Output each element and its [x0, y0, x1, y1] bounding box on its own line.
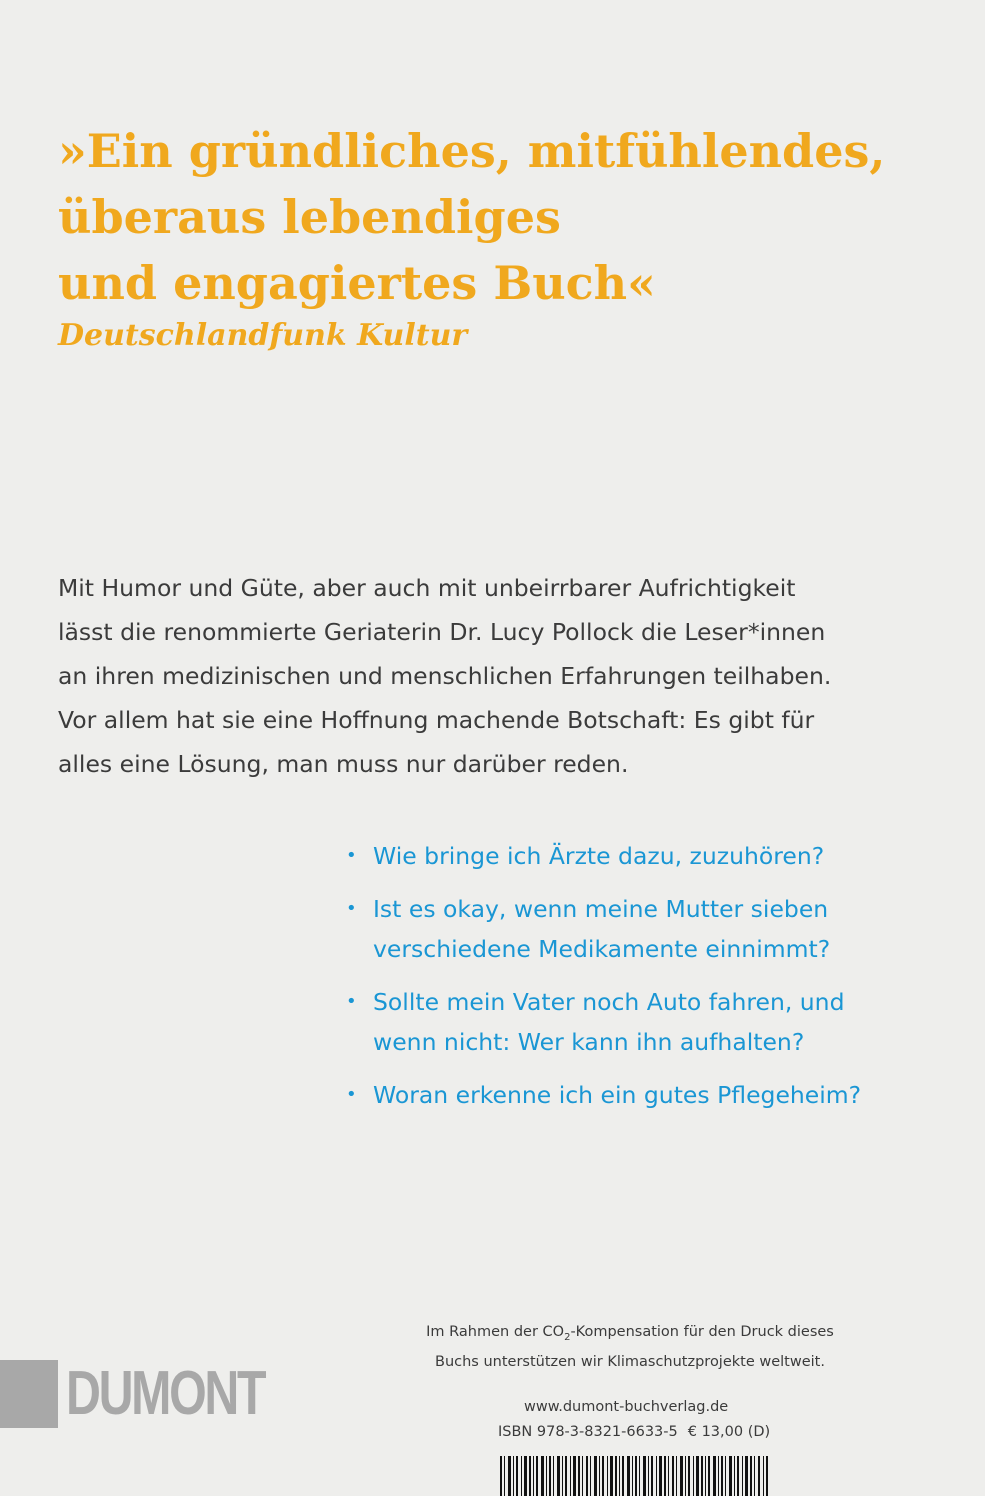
bullet-icon: • — [346, 1084, 357, 1105]
co2-note-line: Buchs unterstützen wir Klimaschutzprojekte weltweit. — [435, 1353, 825, 1370]
question-item — [342, 889, 962, 969]
bullet-icon: • — [346, 991, 357, 1012]
quote-source: Deutschlandfunk Kultur — [58, 318, 468, 353]
isbn-line — [498, 1421, 770, 1443]
quote-line: »Ein gründliches, mitfühlendes, — [58, 124, 886, 178]
question-line: Sollte mein Vater noch Auto fahren, und — [373, 988, 845, 1016]
description-line: lässt die renommierte Geriaterin Dr. Lucy Pollock die Leser*innen — [58, 618, 826, 646]
logo-bar — [0, 1360, 58, 1428]
barcode — [500, 1456, 768, 1496]
quote — [58, 118, 938, 316]
co2-note-text: Im Rahmen der CO — [426, 1324, 565, 1340]
question-line: Woran erkenne ich ein gutes Pflegeheim? — [373, 1081, 862, 1109]
description-line: Mit Humor und Güte, aber auch mit unbeirrbarer Aufrichtigkeit — [58, 574, 796, 602]
co2-subscript: 2 — [564, 1331, 571, 1343]
publisher-logo — [0, 1359, 265, 1428]
bullet-icon: • — [346, 845, 357, 866]
bullet-icon: • — [346, 898, 357, 919]
question-line: Ist es okay, wenn meine Mutter sieben — [373, 895, 829, 923]
co2-note-text: -Kompensation für den Druck dieses — [570, 1324, 834, 1340]
question-item — [342, 1075, 962, 1115]
description-line: alles eine Lösung, man muss nur darüber reden. — [58, 750, 629, 778]
logo-wordmark: DUMONT — [66, 1359, 265, 1428]
co2-note — [410, 1320, 850, 1374]
quote-line: überaus lebendiges — [58, 190, 561, 244]
isbn: ISBN 978-3-8321-6633-5 — [498, 1424, 678, 1440]
price: € 13,00 (D) — [687, 1424, 771, 1440]
description — [58, 566, 958, 786]
question-list — [342, 836, 962, 1128]
co2-note-line — [410, 1320, 850, 1350]
question-item — [342, 982, 962, 1062]
question-item — [342, 836, 962, 876]
question-line: verschiedene Medikamente einnimmt? — [373, 935, 831, 963]
question-line: Wie bringe ich Ärzte dazu, zuzuhören? — [373, 842, 825, 870]
question-line: wenn nicht: Wer kann ihn aufhalten? — [373, 1028, 805, 1056]
description-line: an ihren medizinischen und menschlichen Erfahrungen teilhaben. — [58, 662, 832, 690]
description-line: Vor allem hat sie eine Hoffnung machende Botschaft: Es gibt für — [58, 706, 815, 734]
quote-line: und engagiertes Buch« — [58, 256, 656, 310]
publisher-url[interactable]: www.dumont-buchverlag.de — [524, 1399, 729, 1415]
